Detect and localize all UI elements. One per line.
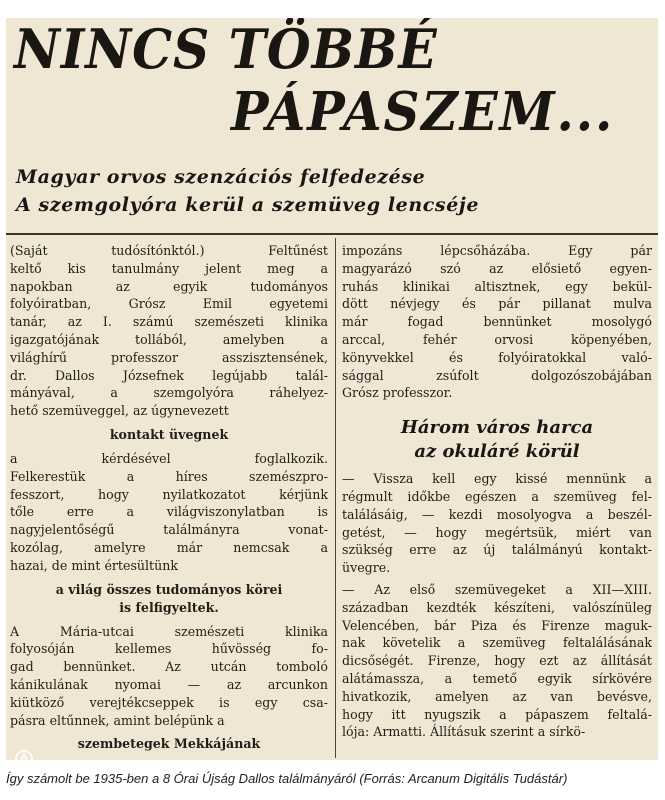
left-text-line: Felkerestük a híres szemészpro- xyxy=(10,468,328,484)
right-text-line: üvegre. xyxy=(342,560,391,576)
right-paragraph-1 xyxy=(342,242,652,402)
right-text-line: hogy itt nyugszik a pápaszem feltalá- xyxy=(342,706,652,722)
right-text-line: getést, — hogy megértsük, miért van xyxy=(342,524,652,540)
right-text-line: ruhás klinikai altisztnek, egy bekül- xyxy=(342,278,652,294)
horizontal-rule xyxy=(6,233,658,235)
headline-line-1: NINCS TÖBBÉ xyxy=(14,18,438,81)
section-heading-2: az okuláré körül xyxy=(414,441,580,463)
right-text-line: arccal, fehér orvosi köpenyében, xyxy=(342,331,652,347)
watermark-logo-icon xyxy=(14,748,62,760)
left-text-line: folyóiratban, Grósz Emil egyetemi xyxy=(10,296,328,312)
left-text-line: tanár, az I. számú szemészeti klinika xyxy=(10,314,328,330)
left-text-line: dr. Dallos Józsefnek legújabb talál- xyxy=(10,367,328,383)
right-text-line: dicsőségét. Firenze, hogy ezt az állítását xyxy=(342,653,652,669)
right-text-line: szükség erre az új találmányú kontakt- xyxy=(342,542,652,558)
right-text-line: régmult időkbe egészen a szemüveg fel- xyxy=(342,488,652,504)
right-text-line: magyarázó szó az elősiető egyen- xyxy=(342,260,652,276)
left-text-line: igazgatójának tollából, amelyben a xyxy=(10,331,328,347)
left-text-line: pásra eltűnnek, amint belépünk a xyxy=(10,712,225,728)
left-column xyxy=(10,242,328,753)
subheadline-2: A szemgolyóra kerül a szemüveg lencséje xyxy=(16,194,480,216)
image-caption: Így számolt be 1935-ben a 8 Órai Újság Dallos találmányáról (Forrás: Arcanum Digitális Tudástár) xyxy=(6,771,568,786)
newspaper-clipping xyxy=(6,18,658,760)
left-text-line: hető szemüveggel, az úgynevezett xyxy=(10,403,229,419)
right-text-line: században kezdték készíteni, valószínüleg xyxy=(342,599,652,615)
left-text-line: kozólag, amelyre már nemcsak a xyxy=(10,539,328,555)
right-paragraph-3 xyxy=(342,581,652,741)
left-text-line: gad bennünket. Az utcán tomboló xyxy=(10,659,328,675)
left-text-line: a kérdésével foglalkozik. xyxy=(10,450,328,466)
left-text-line: nagyjelentőségű találmányra vonat- xyxy=(10,522,328,538)
left-bold-heading-2a: a világ összes tudományos körei xyxy=(55,581,283,597)
left-bold-heading-2b: is felfigyeltek. xyxy=(119,599,219,615)
left-text-line: keltő kis tanulmány jelent meg a xyxy=(10,260,328,276)
right-paragraph-2 xyxy=(342,470,652,577)
column-divider xyxy=(335,238,336,758)
left-text-line: kiütköző verejtékcseppek is egy csa- xyxy=(10,694,328,710)
left-text-line: (Saját tudósítónktól.) Feltűnést xyxy=(10,243,328,258)
section-heading-1: Három város harca xyxy=(400,417,594,439)
left-paragraph-2 xyxy=(10,450,328,575)
left-text-line: hazai, de mint értesültünk xyxy=(10,557,178,573)
subheadline-1: Magyar orvos szenzációs felfedezése xyxy=(16,166,426,188)
left-paragraph-3 xyxy=(10,623,328,730)
right-text-line: könyvekkel és folyóiratokkal való- xyxy=(342,349,652,365)
right-text-line: nak követelik a szemüveg feltalálásának xyxy=(342,635,652,651)
right-text-line: találásáig, — kezdi mosolyogva a beszél- xyxy=(342,506,652,522)
right-text-line: Grósz professzor. xyxy=(342,385,453,401)
right-text-line: — Vissza kell egy kissé mennünk a xyxy=(342,471,652,487)
left-text-line: világhírű professzor asszisztensének, xyxy=(10,349,328,365)
left-text-line: napokban az egyik tudományos xyxy=(10,278,328,294)
left-text-line: fesszort, hogy nyilatkozatot kérjünk xyxy=(10,486,328,502)
right-text-line: hivatkozik, amelyen az van bevésve, xyxy=(342,688,652,704)
right-column xyxy=(342,242,652,741)
headline-line-2: PÁPASZEM... xyxy=(231,81,615,143)
right-text-line: — Az első szemüvegeket a XII—XIII. xyxy=(342,581,652,597)
right-text-line: sággal zsúfolt dolgozószobájában xyxy=(342,367,652,383)
right-text-line: lója: Armatti. Állításuk szerint a sírkö- xyxy=(342,724,586,740)
left-text-line: mányával, a szemgolyóra ráhelyez- xyxy=(10,385,328,401)
left-text-line: kánikulának nyomai — az arcunkon xyxy=(10,676,328,692)
left-bold-heading-3: szembetegek Mekkájának xyxy=(77,736,261,752)
left-bold-heading-1: kontakt üvegnek xyxy=(109,426,229,442)
right-text-line: már fogad bennünket mosolygó xyxy=(342,314,652,330)
left-text-line: folyosóján kellemes hűvösség fo- xyxy=(10,641,328,657)
right-text-line: impozáns lépcsőházába. Egy pár xyxy=(342,243,652,258)
right-text-line: dött névjegy és pár pillanat mulva xyxy=(342,296,652,312)
right-text-line: alátámassza, a temető egyik sírkövére xyxy=(342,670,652,686)
left-text-line: tőle erre a világviszonylatban is xyxy=(10,504,328,520)
left-paragraph-1 xyxy=(10,242,328,420)
right-text-line: Velencében, bár Piza és Firenze maguk- xyxy=(342,617,652,633)
left-text-line: A Mária-utcai szemészeti klinika xyxy=(10,623,328,639)
